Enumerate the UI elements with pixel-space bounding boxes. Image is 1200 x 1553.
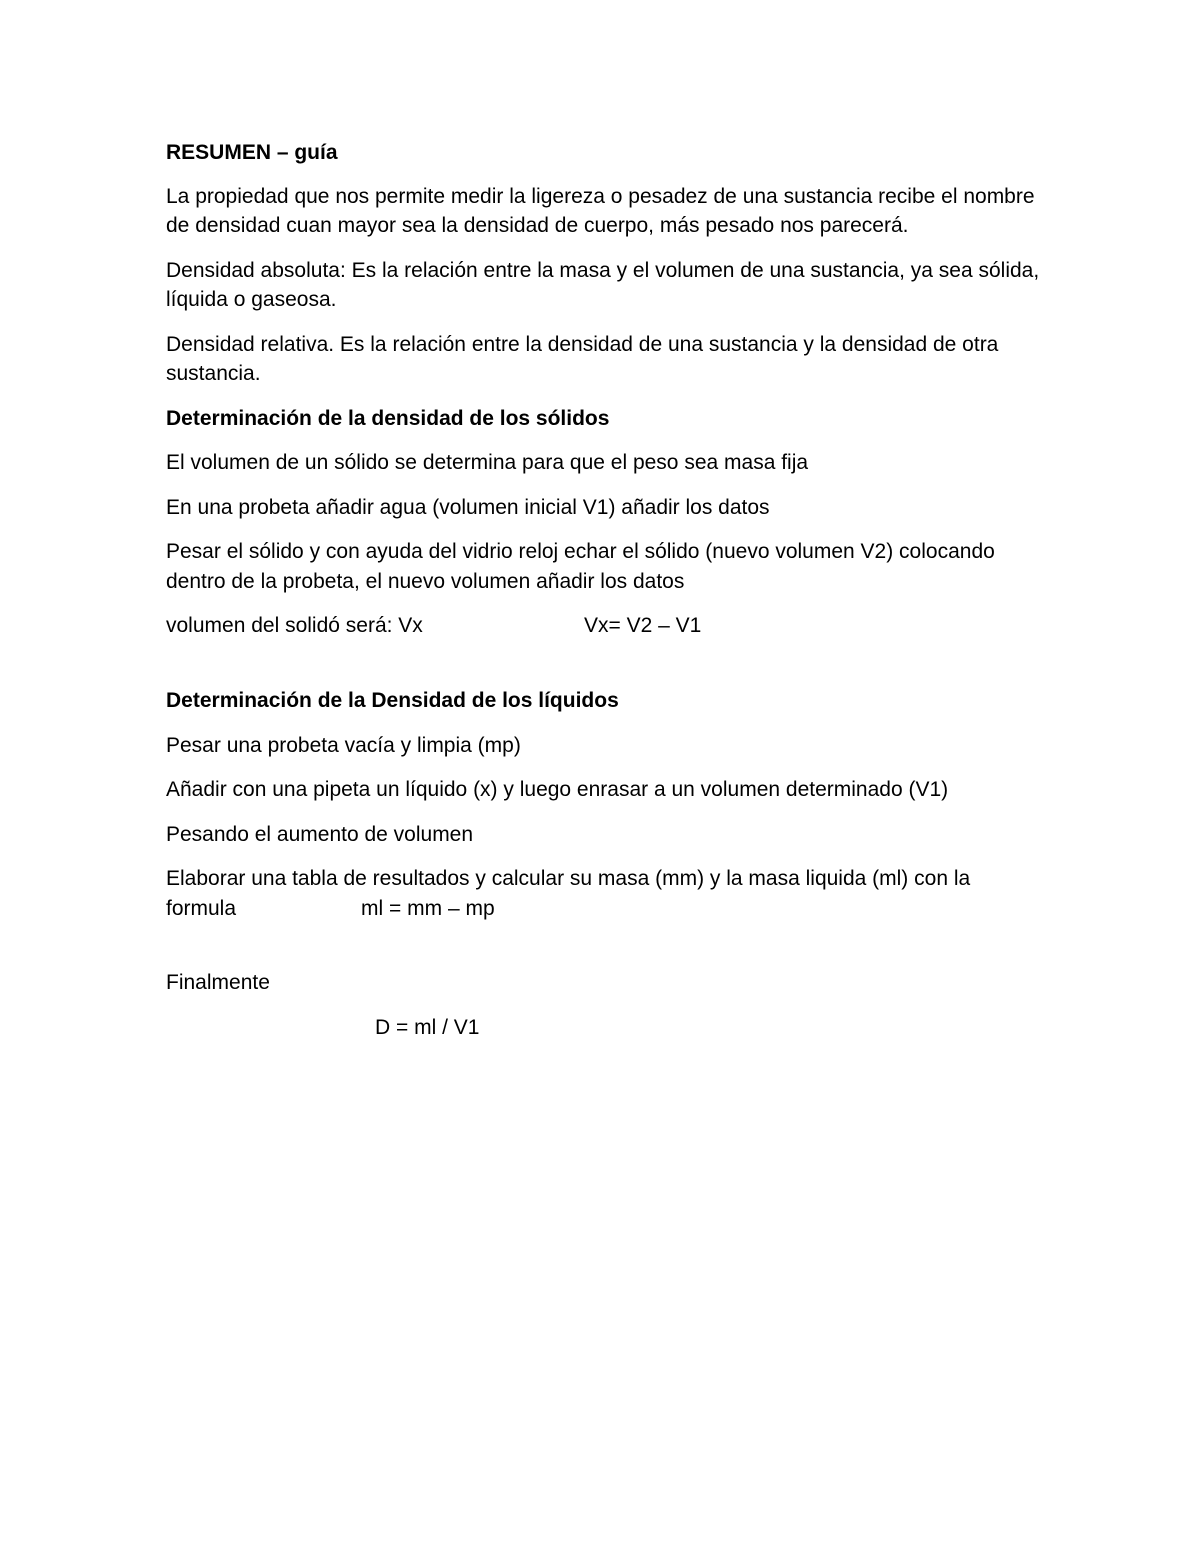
document-title: RESUMEN – guía <box>166 141 338 164</box>
absolute-density-paragraph: Densidad absoluta: Es la relación entre la masa y el volumen de una sustancia, ya sea sólida, líquida o gaseosa. <box>166 258 1040 311</box>
liquid-mass-formula: ml = mm – mp <box>361 896 495 920</box>
liquids-step-2: Añadir con una pipeta un líquido (x) y luego enrasar a un volumen determinado (V1) <box>166 778 949 801</box>
solid-volume-formula: Vx= V2 – V1 <box>584 614 702 637</box>
intro-paragraph: La propiedad que nos permite medir la ligereza o pesadez de una sustancia recibe el nombre de densidad cuan mayor sea la densidad de cuerpo, más pesado nos parecerá. <box>166 184 1035 237</box>
relative-density-paragraph: Densidad relativa. Es la relación entre la densidad de una sustancia y la densidad de otra sustancia. <box>166 332 999 385</box>
liquids-step-3: Pesando el aumento de volumen <box>166 822 474 846</box>
solids-step-1: El volumen de un sólido se determina para que el peso sea masa fija <box>166 451 809 474</box>
liquids-step-4-text: Elaborar una tabla de resultados y calcular su masa (mm) y la masa liquida (ml) con la formula <box>166 867 971 920</box>
solids-step-2: En una probeta añadir agua (volumen inicial V1) añadir los datos <box>166 495 770 519</box>
liquids-heading: Determinación de la Densidad de los líquidos <box>166 689 619 712</box>
density-formula: D = ml / V1 <box>375 1015 480 1039</box>
liquids-step-4 <box>166 864 1046 923</box>
solids-step-3: Pesar el sólido y con ayuda del vidrio reloj echar el sólido (nuevo volumen V2) colocando dentro de la probeta, el nuevo volumen añadir los datos <box>166 540 995 593</box>
final-label: Finalmente <box>166 971 270 994</box>
solid-volume-label: volumen del solidó será: Vx <box>166 614 423 637</box>
solids-heading: Determinación de la densidad de los sólidos <box>166 406 610 430</box>
document-page <box>166 138 1046 1057</box>
liquids-step-1: Pesar una probeta vacía y limpia (mp) <box>166 733 521 757</box>
solid-volume-line <box>166 611 1046 641</box>
